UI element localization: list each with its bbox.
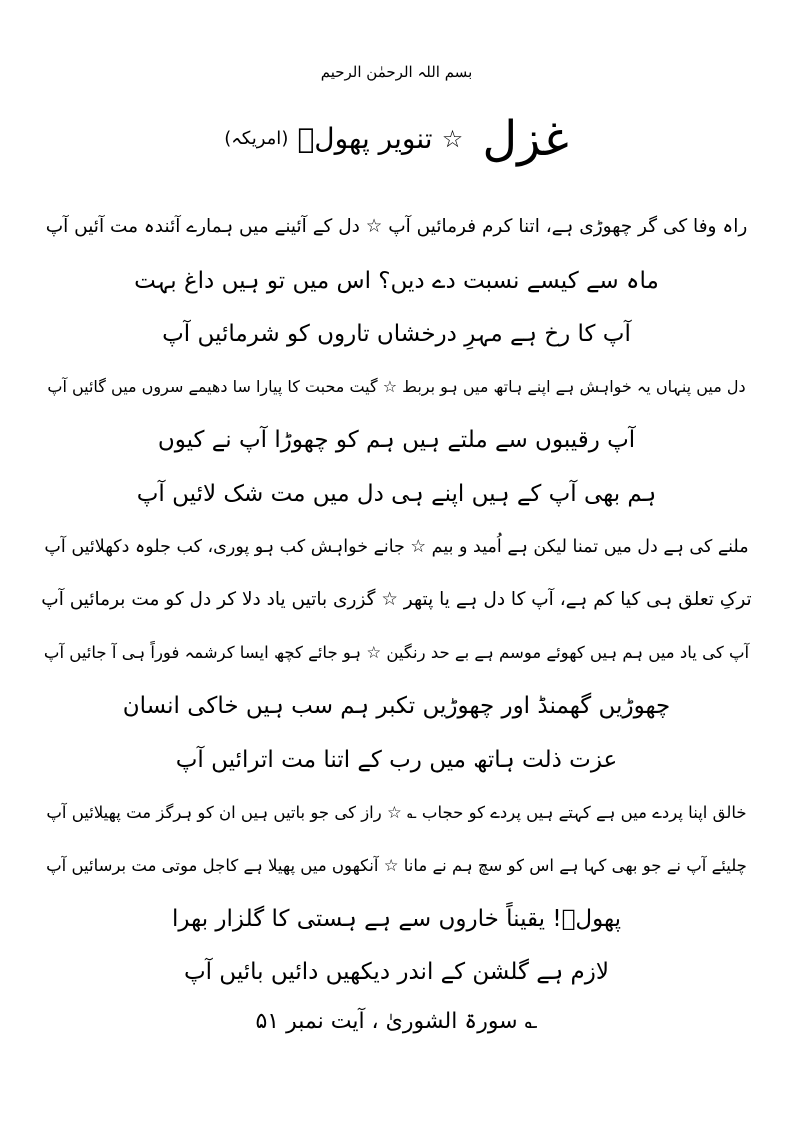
verse-line: ہم بھی آپ کے ہیں اپنے ہی دل میں مت شک لائیں آپ	[136, 481, 657, 507]
verse-line: آپ رقیبوں سے ملتے ہیں ہم کو چھوڑا آپ نے کیوں	[157, 427, 636, 453]
verse-line: ترکِ تعلق ہی کیا کم ہے، آپ کا دل ہے یا پتھر ☆ گزری باتیں یاد دلا کر دل کو مت برمائیں آپ	[41, 589, 752, 610]
verse-line: چھوڑیں گھمنڈ اور چھوڑیں تکبر ہم سب ہیں خاکی انسان	[122, 693, 671, 719]
verse-line: پھولؔ! یقیناً خاروں سے ہے ہستی کا گلزار بھرا	[172, 906, 621, 932]
verse-line: لازم ہے گلشن کے اندر دیکھیں دائیں بائیں آپ	[183, 959, 610, 985]
ghazal-title: غزل	[482, 111, 569, 167]
poet-name: تنویر پھولؔ	[297, 122, 433, 155]
star-icon: ☆	[441, 125, 464, 153]
poet-country: (امریکہ)	[224, 128, 289, 149]
verse-line: چلیئے آپ نے جو بھی کہا ہے اس کو سچ ہم نے مانا ☆ آنکھوں میں پھیلا ہے کاجل موتی مت برسائیں آپ	[46, 856, 747, 875]
title-row	[0, 108, 793, 170]
verse-line: خالق اپنا پردے میں ہے کہتے ہیں پردے کو حجاب ؎ ☆ راز کی جو باتیں ہیں ان کو ہرگز مت پھیلائیں آپ	[46, 803, 747, 822]
bismillah-heading: بسم اللہ الرحمٰن الرحیم	[320, 63, 473, 81]
verse-line: آپ کا رخ ہے مہرِ درخشاں تاروں کو شرمائیں آپ	[162, 321, 631, 347]
footnote-reference: ؎ سورۃ الشوریٰ ، آیت نمبر ۵۱	[255, 1009, 538, 1034]
verse-line: آپ کی یاد میں ہم ہیں کھوئے موسم ہے بے حد رنگین ☆ ہو جائے کچھ ایسا کرشمہ فوراً ہی آ جائیں آپ	[43, 643, 750, 662]
verse-line: ماہ سے کیسے نسبت دے دیں؟ اس میں تو ہیں داغ بہت	[134, 268, 659, 294]
verse-line: راہ وفا کی گر چھوڑی ہے، اتنا کرم فرمائیں آپ ☆ دل کے آئینے میں ہمارے آئندہ مت آئیں آپ	[45, 216, 748, 237]
verse-line: ملنے کی ہے دل میں تمنا لیکن ہے اُمید و بیم ☆ جانے خواہش کب ہو پوری، کب جلوہ دکھلائیں آپ	[44, 537, 749, 557]
verse-line: عزت ذلت ہاتھ میں رب کے اتنا مت اترائیں آپ	[175, 747, 618, 773]
verse-line: دل میں پنہاں یہ خواہش ہے اپنے ہاتھ میں ہو بربط ☆ گیت محبت کا پیارا سا دھیمے سروں میں گائیں آپ	[47, 377, 746, 396]
